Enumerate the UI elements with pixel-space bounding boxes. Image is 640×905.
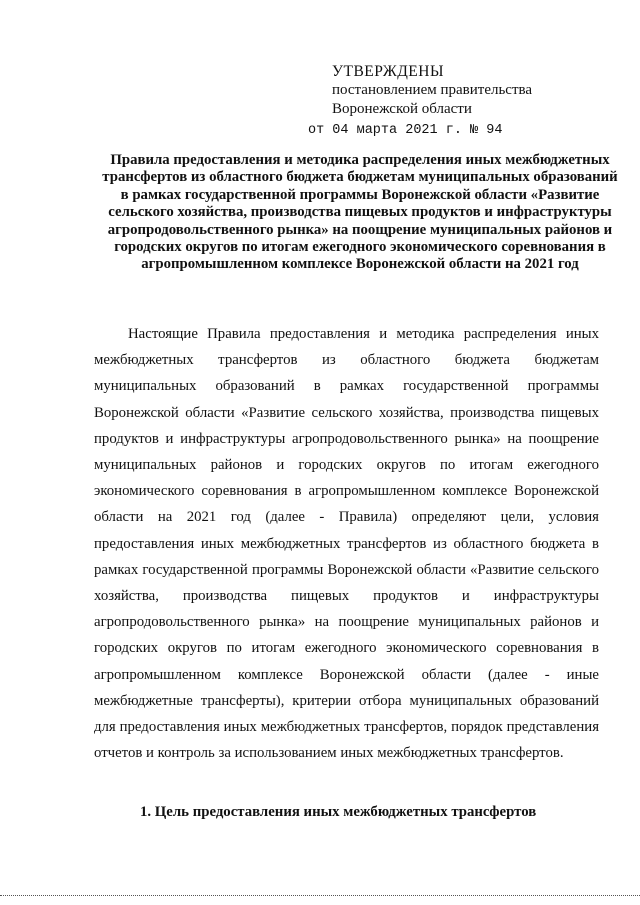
approval-date-line: от 04 марта 2021 г. № 94 xyxy=(308,123,503,138)
document-title: Правила предоставления и методика распределения иных межбюджетных трансфертов из областного бюджета бюджетам муниципальных образований в рамках государственной программы Воронежской области «Развитие сельского хозяйства, производства пищевых продуктов и инфраструктуры агропродовольственного рынка» на поощрение муниципальных районов и городских округов по итогам ежегодного экономического соревнования в агропромышленном комплексе Воронежской области на 2021 год xyxy=(102,152,618,273)
approval-stamp xyxy=(308,62,618,140)
intro-paragraph: Настоящие Правила предоставления и методика распределения иных межбюджетных трансфертов из областного бюджета бюджетам муниципальных образований в рамках государственной программы Воронежской области «Развитие сельского хозяйства, производства пищевых продуктов и инфраструктуры агропродовольственного рынка» на поощрение муниципальных районов и городских округов по итогам ежегодного экономического соревнования в агропромышленном комплексе Воронежской области на 2021 год (далее - Правила) определяют цели, условия предоставления иных межбюджетных трансфертов из областного бюджета в рамках государственной программы Воронежской области «Развитие сельского хозяйства, производства пищевых продуктов и инфраструктуры агропродовольственного рынка» на поощрение муниципальных районов и городских округов по итогам ежегодного экономического соревнования в агропромышленном комплексе Воронежской области (далее - иные межбюджетные трансферты), критерии отбора муниципальных образований для предоставления иных межбюджетных трансфертов, порядок представления отчетов и контроль за использованием иных межбюджетных трансфертов. xyxy=(94,326,599,762)
approval-line-2: Воронежской области xyxy=(332,101,472,117)
approval-line-1: постановлением правительства xyxy=(332,82,533,98)
section-heading: 1. Цель предоставления иных межбюджетных трансфертов xyxy=(140,804,537,820)
scan-edge-line xyxy=(0,895,640,896)
approval-heading: УТВЕРЖДЕНЫ xyxy=(332,63,444,80)
